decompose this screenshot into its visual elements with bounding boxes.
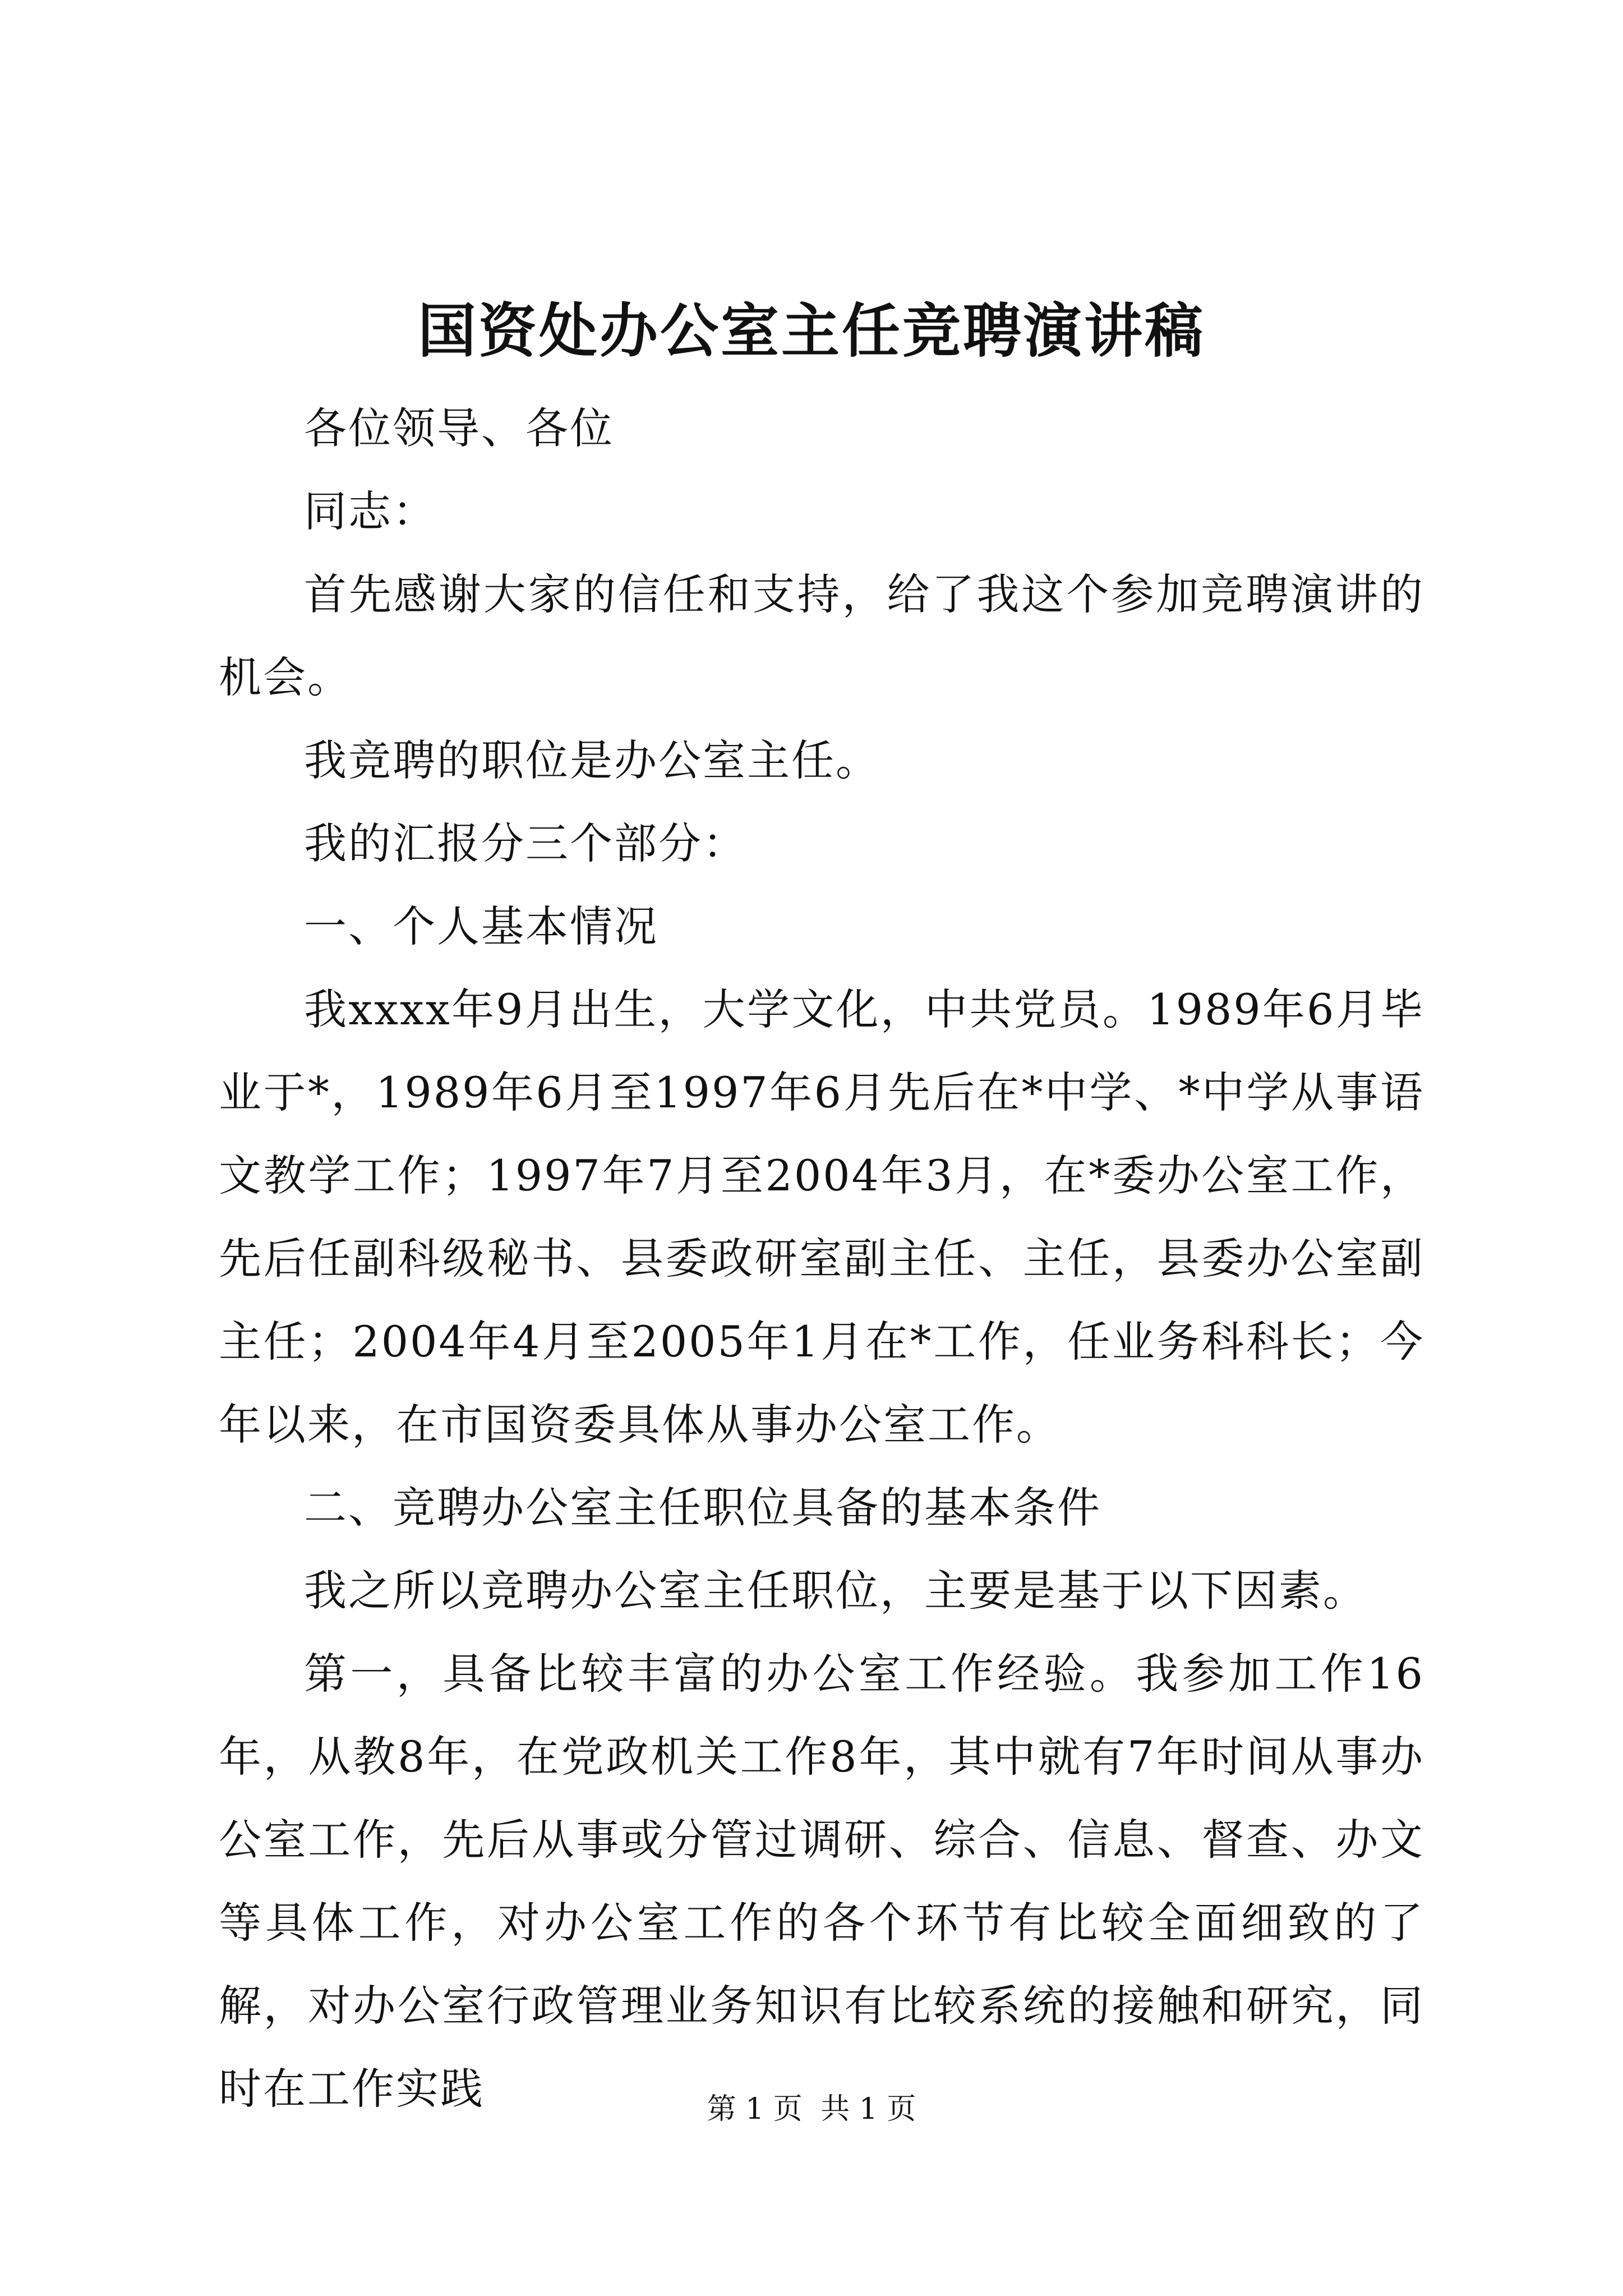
- page-number: 第 1 页: [707, 2092, 803, 2126]
- page-footer: [0, 2087, 1623, 2132]
- document-title: 国资处办公室主任竞聘演讲稿: [417, 296, 1205, 365]
- paragraph-position: 我竞聘的职位是办公室主任。: [304, 735, 880, 785]
- document-body: [219, 387, 1424, 2131]
- paragraph-experience: 第一，具备比较丰富的办公室工作经验。我参加工作16年，从教8年，在党政机关工作8年，其中就有7年时间从事办公室工作，先后从事或分管过调研、综合、信息、督查、办文等具体工作，对办公室工作的各个环节有比较全面细致的了解，对办公室行政管理业务知识有比较系统的接触和研究，同时在工作实践: [219, 1649, 1424, 2114]
- paragraph-thanks: 首先感谢大家的信任和支持，给了我这个参加竞聘演讲的机会。: [219, 569, 1424, 702]
- paragraph-salutation-1: 各位领导、各位: [304, 403, 614, 453]
- paragraph-personal-info: 我xxxx年9月出生，大学文化，中共党员。1989年6月毕业于*，1989年6月至1997年6月先后在*中学、*中学从事语文教学工作；1997年7月至2004年3月，在*委办公室工作，先后任副科级秘书、县委政研室副主任、主任，县委办公室副主任；2004年4月至2005年1月在*工作，任业务科科长；今年以来，在市国资委具体从事办公室工作。: [219, 984, 1424, 1450]
- paragraph-report-outline: 我的汇报分三个部分：: [304, 818, 747, 868]
- section-heading-2: 二、竞聘办公室主任职位具备的基本条件: [304, 1483, 1101, 1533]
- paragraph-reasons-intro: 我之所以竞聘办公室主任职位，主要是基于以下因素。: [304, 1566, 1367, 1616]
- section-heading-1: 一、个人基本情况: [304, 901, 658, 951]
- total-pages: 共 1 页: [820, 2092, 916, 2126]
- paragraph-salutation-2: 同志：: [304, 486, 437, 536]
